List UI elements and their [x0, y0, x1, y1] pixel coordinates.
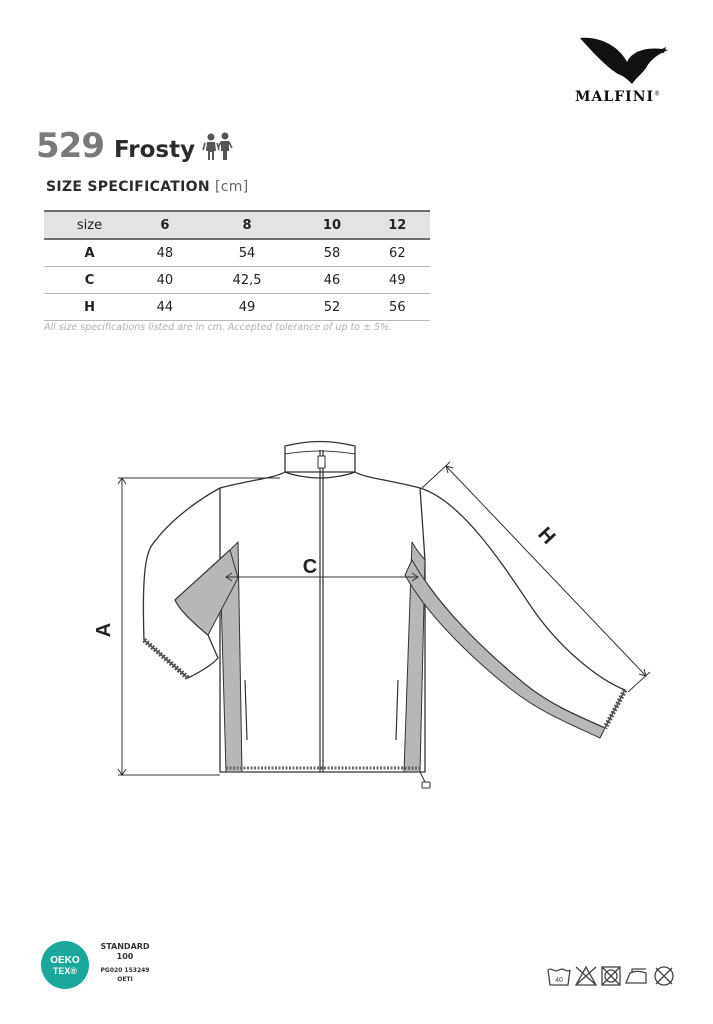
- brand-name: MALFINI®: [575, 89, 662, 105]
- measure-label-a: A: [93, 622, 115, 638]
- section-title: SIZE SPECIFICATION [cm]: [46, 179, 249, 195]
- kids-icon: [202, 131, 234, 161]
- oekotex-logo-text-1: OEKO: [50, 955, 80, 966]
- header-cell: 12: [365, 211, 430, 239]
- wash-40-icon: [548, 969, 570, 985]
- no-tumble-dry-icon: [602, 967, 620, 985]
- tolerance-note: All size specifications listed are in cm. Accepted tolerance of up to ± 5%.: [44, 322, 393, 333]
- table-cell: 62: [365, 239, 430, 267]
- row-label: H: [44, 294, 135, 321]
- row-label: C: [44, 267, 135, 294]
- oekotex-logo: [40, 940, 90, 990]
- oekotex-certificate: PG020 153249 OETI: [100, 967, 150, 983]
- table-row: [44, 239, 430, 267]
- header-cell: size: [44, 211, 135, 239]
- table-cell: 54: [195, 239, 300, 267]
- no-dry-clean-icon: [655, 967, 673, 985]
- header-cell: 10: [299, 211, 364, 239]
- header-cell: 8: [195, 211, 300, 239]
- iron-icon: [626, 969, 646, 983]
- table-cell: 44: [135, 294, 195, 321]
- size-specification-table: [44, 210, 430, 321]
- table-cell: 40: [135, 267, 195, 294]
- measure-label-h: H: [533, 523, 560, 549]
- table-cell: 46: [299, 267, 364, 294]
- product-code: 529: [36, 126, 104, 166]
- table-cell: 56: [365, 294, 430, 321]
- care-symbols: [546, 963, 682, 989]
- table-row: [44, 267, 430, 294]
- oekotex-standard: STANDARD 100: [100, 942, 150, 961]
- header-cell: 6: [135, 211, 195, 239]
- product-name: Frosty: [114, 137, 196, 163]
- table-cell: 52: [299, 294, 364, 321]
- right-sleeve-panel: [405, 560, 605, 738]
- table-cell: 42,5: [195, 267, 300, 294]
- no-bleach-icon: [576, 967, 596, 985]
- table-cell: 48: [135, 239, 195, 267]
- table-cell: 49: [195, 294, 300, 321]
- jacket-diagram: [80, 410, 680, 810]
- table-cell: 49: [365, 267, 430, 294]
- table-cell: 58: [299, 239, 364, 267]
- table-header-row: [44, 211, 430, 239]
- row-label: A: [44, 239, 135, 267]
- table-row: [44, 294, 430, 321]
- measure-label-c: C: [302, 556, 318, 578]
- oekotex-logo-text-2: TEX®: [52, 966, 78, 976]
- svg-text:40: 40: [555, 977, 563, 984]
